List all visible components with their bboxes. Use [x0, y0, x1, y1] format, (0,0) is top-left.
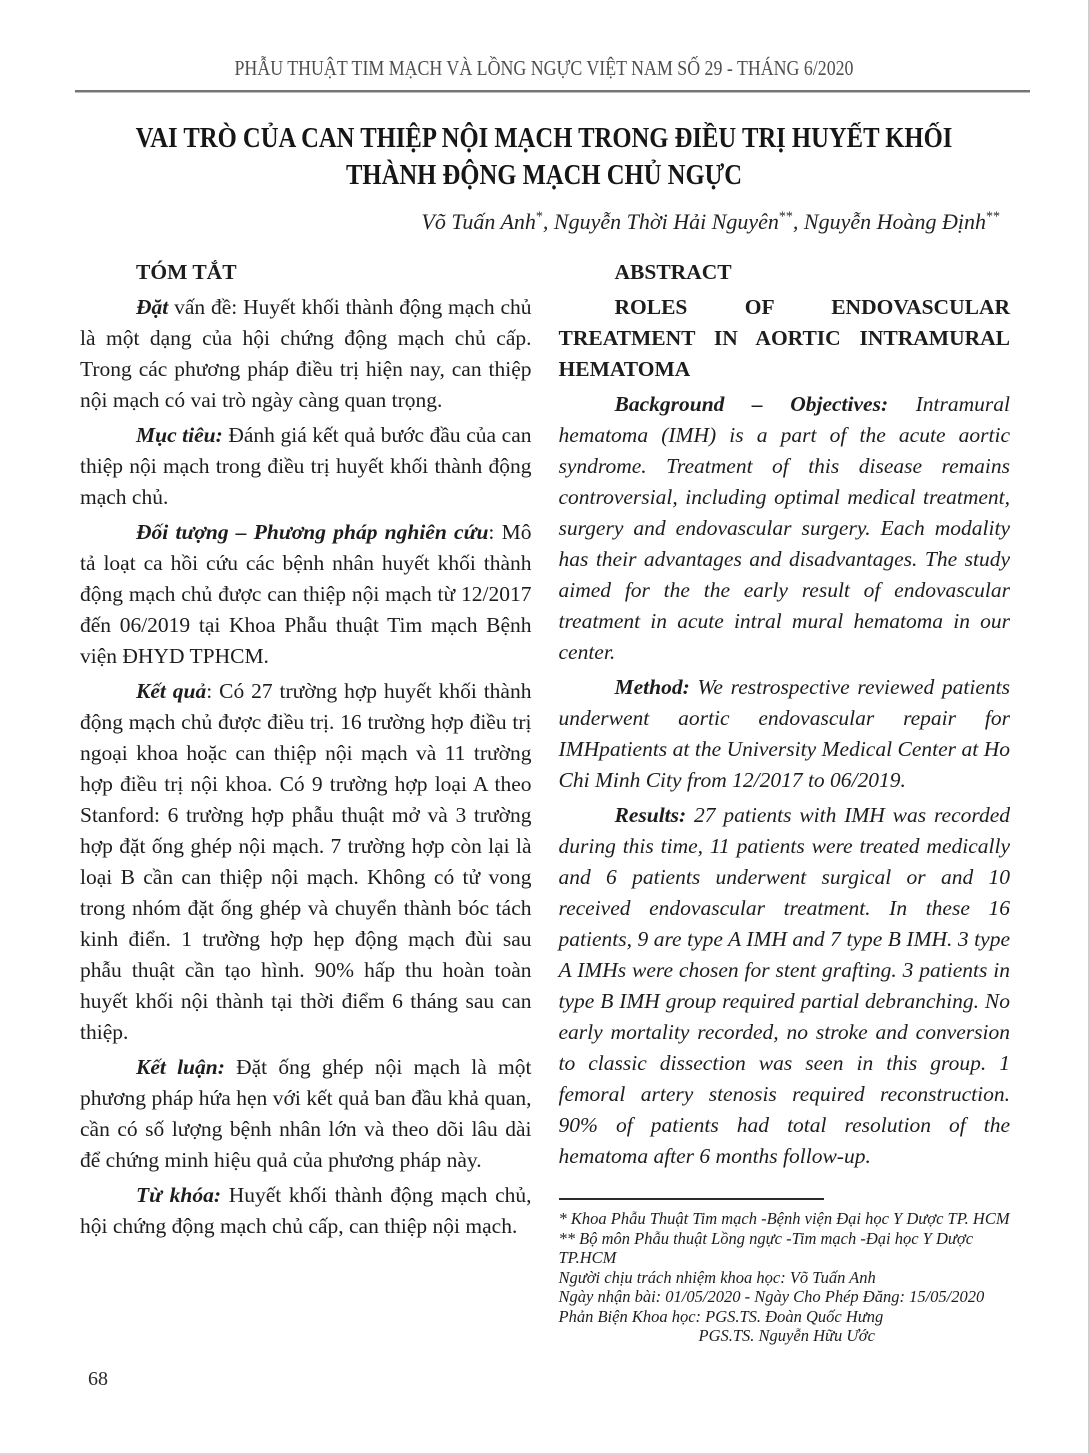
paragraph-ket-qua: Kết quả: Có 27 trường hợp huyết khối thành động mạch chủ được điều trị. 16 trường hợp điều trị ngoại khoa hoặc can thiệp nội mạch và 11 trường hợp điều trị nội khoa. Có 9 trường hợp loại A theo Stanford: 6 trường hợp phẫu thuật mở và 3 trường hợp đặt ống ghép nội mạch. 7 trường hợp còn lại là loại B cần can thiệp nội mạch. Không có tử vong trong nhóm đặt ống ghép và chuyển thành bóc tách kinh điển. 1 trường hợp hẹp động mạch đùi sau phẫu thuật cần tạo hình. 90% hấp thu hoàn toàn huyết khối nội thành tại thời điểm 6 tháng sau can thiệp.	[80, 679, 532, 1044]
paragraph-background-objectives: Background – Objectives: Intramural hematoma (IMH) is a part of the acute aortic syndrome. Treatment of this disease remains controversial, including optimal medical treatment, surgery and endovascular surgery. Each modality has their advantages and disadvantages. The study aimed for the the early result of endovascular treatment in acute intral mural hematoma in our center.	[558, 392, 1010, 664]
article-title-line1: VAI TRÒ CỦA CAN THIỆP NỘI MẠCH TRONG ĐIỀU TRỊ HUYẾT KHỐI	[135, 123, 953, 154]
two-column-body	[0, 257, 1088, 1346]
journal-running-head: PHẪU THUẬT TIM MẠCH VÀ LỒNG NGỰC VIỆT NAM SỐ 29 - THÁNG 6/2020	[234, 56, 854, 80]
author-1-affiliation-mark: *	[535, 209, 543, 225]
footnote-reviewer-1: Phản Biện Khoa học: PGS.TS. Đoàn Quốc Hưng	[558, 1306, 884, 1326]
article-title-line2: THÀNH ĐỘNG MẠCH CHỦ NGỰC	[345, 160, 743, 191]
paragraph-dat-van-de: Đặt vấn đề: Huyết khối thành động mạch chủ là một dạng của hội chứng động mạch chủ cấp. Trong các phương pháp điều trị hiện nay, can thiệp nội mạch có vai trò ngày càng quan trọng.	[80, 295, 532, 412]
authors-line	[0, 209, 1088, 235]
paragraph-tu-khoa: Từ khóa: Huyết khối thành động mạch chủ, hội chứng động mạch chủ cấp, can thiệp nội mạch.	[80, 1183, 532, 1238]
author-2: Nguyễn Thời Hải Nguyên**,	[553, 209, 804, 234]
english-abstract-column	[559, 257, 1011, 1346]
footnote-reviewer-2: PGS.TS. Nguyễn Hữu Ước	[698, 1326, 875, 1345]
footnote-responsible-person: Người chịu trách nhiệm khoa học: Võ Tuấn Anh	[558, 1267, 876, 1287]
author-3: Nguyễn Hoàng Định**	[803, 209, 1000, 234]
author-2-affiliation-mark: **	[778, 209, 793, 225]
footnote-affiliation-1: * Khoa Phẫu Thuật Tim mạch -Bệnh viện Đại học Y Dược TP. HCM	[558, 1209, 1010, 1228]
tom-tat-heading: TÓM TẮT	[136, 260, 237, 284]
paragraph-method: Method: We restrospective reviewed patients underwent aortic endovascular repair for IMHpatients at the University Medical Center at Ho Chi Minh City from 12/2017 to 06/2019.	[558, 675, 1010, 792]
page-number: 68	[88, 1368, 108, 1390]
author-1: Võ Tuấn Anh*,	[421, 209, 554, 234]
vietnamese-abstract-column	[80, 257, 532, 1346]
footnote-divider-rule	[559, 1198, 824, 1200]
abstract-english-title: ROLES OF ENDOVASCULAR TREATMENT IN AORTIC INTRAMURAL HEMATOMA	[558, 295, 1010, 381]
paragraph-ket-luan: Kết luận: Đặt ống ghép nội mạch là một phương pháp hứa hẹn với kết quả ban đầu khả quan, cần có số lượng bệnh nhân lớn và theo dõi lâu dài để chứng minh hiệu quả của phương pháp này.	[80, 1055, 532, 1172]
author-3-affiliation-mark: **	[986, 209, 1000, 225]
footnote-affiliation-2: ** Bộ môn Phẫu thuật Lồng ngực -Tim mạch -Đại học Y Dược TP.HCM	[558, 1228, 974, 1267]
footnote-block	[559, 1198, 1011, 1346]
header-divider-rule	[75, 90, 1030, 93]
paragraph-muc-tieu: Mục tiêu: Đánh giá kết quả bước đầu của can thiệp nội mạch trong điều trị huyết khối thành động mạch chủ.	[80, 423, 532, 509]
paragraph-results: Results: 27 patients with IMH was recorded during this time, 11 patients were treated medically and 6 patients underwent surgical or and 10 received endovascular treatment. In these 16 patients, 9 are type A IMH and 7 type B IMH. 3 type A IMHs were chosen for stent grafting. 3 patients in type B IMH group required partial debranching. No early mortality recorded, no stroke and conversion to classic dissection was seen in this group. 1 femoral artery stenosis required reconstruction. 90% of patients had total resolution of the hematoma after 6 months follow-up.	[558, 803, 1010, 1168]
article-title	[65, 120, 1022, 194]
footnote-dates: Ngày nhận bài: 01/05/2020 - Ngày Cho Phép Đăng: 15/05/2020	[558, 1287, 985, 1306]
abstract-heading: ABSTRACT	[614, 260, 732, 284]
paragraph-doi-tuong-phuong-phap: Đối tượng – Phương pháp nghiên cứu: Mô tả loạt ca hồi cứu các bệnh nhân huyết khối thành động mạch chủ được can thiệp nội mạch từ 12/2017 đến 06/2019 tại Khoa Phẫu thuật Tim mạch Bệnh viện ĐHYD TPHCM.	[80, 520, 532, 668]
